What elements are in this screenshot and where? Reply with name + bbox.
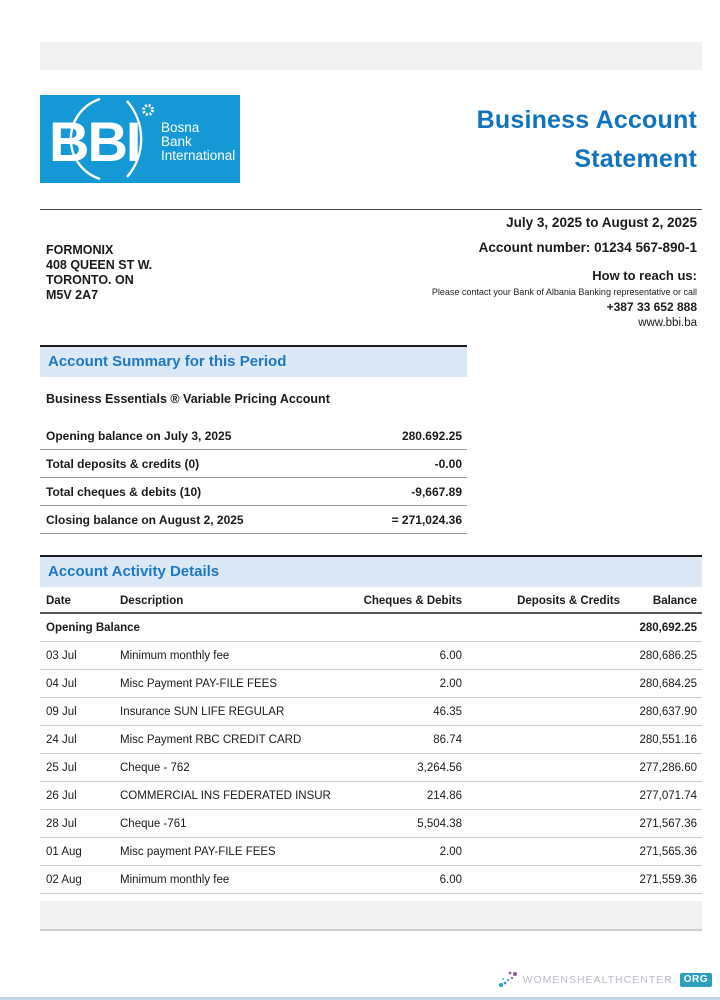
cell-credit (462, 706, 620, 718)
cell-description: Misc payment PAY-FILE FEES (120, 846, 276, 858)
summary-row-debits (40, 478, 467, 506)
cell-credit (462, 790, 620, 802)
column-header-description: Description (120, 595, 184, 607)
watermark (498, 971, 712, 989)
cell-balance: 280,637.90 (639, 706, 697, 718)
summary-heading: Account Summary for this Period (40, 345, 467, 377)
cell-debit: 6.00 (439, 650, 462, 662)
column-header-credits: Deposits & Credits (517, 595, 620, 607)
contact-phone: +387 33 652 888 (606, 300, 697, 314)
cell-date: 28 Jul (46, 818, 77, 830)
summary-row-deposits (40, 450, 467, 478)
contact-note: Please contact your Bank of Albania Banking representative or call (431, 287, 697, 297)
table-row (40, 838, 702, 866)
opening-balance-row (40, 614, 702, 642)
statement-title-line1: Business Account (476, 106, 697, 134)
table-row (40, 754, 702, 782)
cell-balance: 277,071.74 (639, 790, 697, 802)
svg-text:Bosna: Bosna (161, 120, 200, 135)
cell-debit: 2.00 (439, 846, 462, 858)
cell-debit: 3,264.56 (417, 762, 462, 774)
statement-period: July 3, 2025 to August 2, 2025 (506, 215, 697, 230)
cell-date: 26 Jul (46, 790, 77, 802)
summary-label: Total deposits & credits (0) (46, 457, 200, 471)
table-row (40, 810, 702, 838)
cell-date: 01 Aug (46, 846, 82, 858)
statement-title-line2: Statement (574, 145, 697, 173)
cell-balance: 277,286.60 (639, 762, 697, 774)
table-row (40, 782, 702, 810)
cell-credit (462, 678, 620, 690)
summary-row-closing (40, 506, 467, 534)
cell-credit (462, 762, 620, 774)
summary-label: Total cheques & debits (10) (46, 485, 202, 499)
opening-balance-value: 280,692.25 (639, 622, 697, 634)
top-gray-bar (40, 42, 702, 70)
cell-credit (462, 734, 620, 746)
cell-description: Insurance SUN LIFE REGULAR (120, 706, 285, 718)
cell-date: 04 Jul (46, 678, 77, 690)
account-activity-section (40, 555, 702, 894)
summary-table (40, 422, 467, 534)
cell-debit: 86.74 (433, 734, 462, 746)
svg-text:BBI: BBI (49, 110, 140, 173)
address-line-3: M5V 2A7 (46, 288, 99, 302)
bbi-logo-icon (40, 95, 240, 183)
cell-credit (462, 650, 620, 662)
table-row (40, 866, 702, 894)
svg-text:International: International (161, 148, 236, 163)
recipient-name: FORMONIX (46, 243, 114, 257)
cell-balance: 271,559.36 (639, 874, 697, 886)
summary-value: 280.692.25 (401, 429, 462, 443)
watermark-dots-icon (498, 971, 520, 989)
statement-title (297, 101, 697, 179)
contact-info (432, 268, 697, 329)
header-divider-line (40, 209, 702, 210)
cell-description: Minimum monthly fee (120, 874, 230, 886)
cell-balance: 280,551.16 (639, 734, 697, 746)
summary-value: -9,667.89 (411, 485, 462, 499)
cell-description: Minimum monthly fee (120, 650, 230, 662)
cell-balance: 271,565.36 (639, 846, 697, 858)
recipient-address (46, 243, 152, 303)
summary-value: -0.00 (434, 457, 462, 471)
cell-balance: 280,686.25 (639, 650, 697, 662)
cell-description: Cheque - 762 (120, 762, 190, 774)
contact-website: www.bbi.ba (638, 317, 697, 329)
cell-debit: 214.86 (426, 790, 462, 802)
summary-value: = 271,024.36 (391, 513, 462, 527)
cell-debit: 46.35 (433, 706, 462, 718)
account-summary-section (40, 345, 467, 534)
cell-description: Misc Payment RBC CREDIT CARD (120, 734, 302, 746)
product-name: Business Essentials ® Variable Pricing Account (46, 392, 330, 406)
activity-column-headers (40, 587, 702, 614)
cell-balance: 280,684.25 (639, 678, 697, 690)
table-row (40, 642, 702, 670)
svg-text:Bank: Bank (161, 134, 192, 149)
account-number: Account number: 01234 567-890-1 (478, 240, 697, 255)
contact-heading: How to reach us: (592, 268, 697, 283)
cell-debit: 2.00 (439, 678, 462, 690)
cell-date: 09 Jul (46, 706, 77, 718)
cell-credit (462, 874, 620, 886)
cell-description: Misc Payment PAY-FILE FEES (120, 678, 278, 690)
summary-label: Opening balance on July 3, 2025 (46, 429, 232, 443)
address-line-2: TORONTO. ON (46, 273, 134, 287)
table-row (40, 670, 702, 698)
bottom-gray-bar (40, 901, 702, 931)
cell-debit: 5,504.38 (417, 818, 462, 830)
summary-label: Closing balance on August 2, 2025 (46, 513, 244, 527)
cell-date: 24 Jul (46, 734, 77, 746)
cell-date: 03 Jul (46, 650, 77, 662)
column-header-balance: Balance (652, 595, 697, 607)
activity-heading: Account Activity Details (40, 555, 702, 587)
address-line-1: 408 QUEEN ST W. (46, 258, 153, 272)
summary-row-opening (40, 422, 467, 450)
cell-balance: 271,567.36 (639, 818, 697, 830)
cell-credit (462, 846, 620, 858)
table-row (40, 726, 702, 754)
cell-debit: 6.00 (439, 874, 462, 886)
watermark-org-badge: ORG (680, 973, 712, 987)
bbi-logo (40, 95, 240, 183)
column-header-date: Date (46, 595, 71, 607)
watermark-text: WOMENSHEALTHCENTER. (522, 974, 677, 986)
column-header-debits: Cheques & Debits (363, 595, 462, 607)
cell-description: Cheque -761 (120, 818, 187, 830)
cell-credit (462, 818, 620, 830)
cell-description: COMMERCIAL INS FEDERATED INSUR (120, 790, 331, 802)
table-row (40, 698, 702, 726)
cell-date: 25 Jul (46, 762, 77, 774)
cell-date: 02 Aug (46, 874, 82, 886)
opening-balance-label: Opening Balance (46, 622, 140, 634)
